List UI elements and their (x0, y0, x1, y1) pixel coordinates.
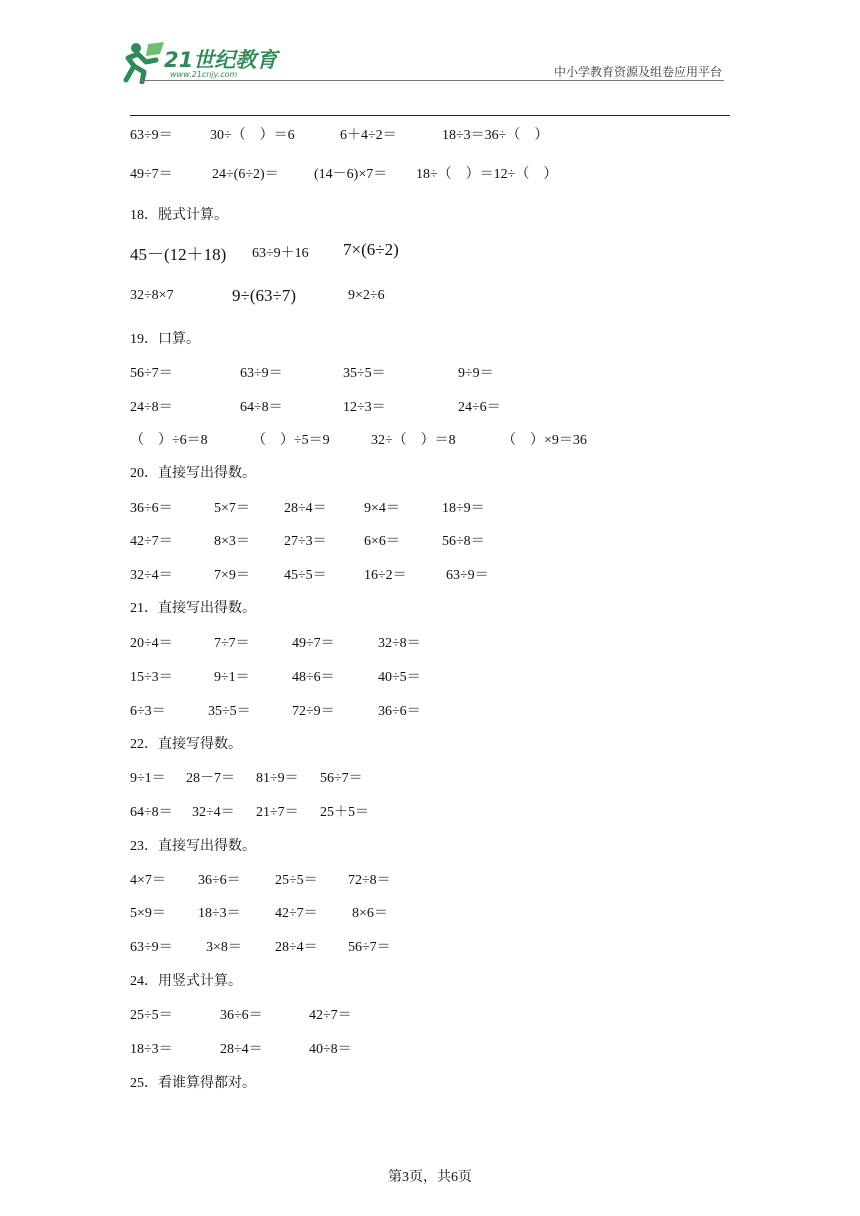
problem: 42÷7＝ (275, 906, 318, 921)
problem: 9×4＝ (364, 501, 400, 516)
question-23-heading: 23．直接写出得数。 (130, 839, 256, 854)
problem: 40÷5＝ (378, 670, 421, 685)
problem: 18÷3＝36÷（ ） (442, 128, 549, 143)
problem: 63÷9＋16 (252, 246, 309, 261)
problem: 36÷6＝ (130, 501, 173, 516)
header-divider (140, 80, 724, 81)
question-22-heading: 22．直接写得数。 (130, 737, 242, 752)
problem: 9÷1＝ (214, 670, 250, 685)
problem: 49÷7＝ (292, 636, 335, 651)
problem: 32÷8×7 (130, 288, 174, 303)
problem: 35÷5＝ (343, 366, 386, 381)
problem: 7×(6÷2) (343, 240, 399, 259)
problem: 21÷7＝ (256, 805, 299, 820)
problem: (14－6)×7＝ (314, 167, 388, 182)
problem: 35÷5＝ (208, 704, 251, 719)
question-25-heading: 25．看谁算得都对。 (130, 1076, 256, 1091)
problem: （ ）÷6＝8 (130, 433, 208, 448)
problem: 12÷3＝ (343, 400, 386, 415)
problem: 63÷9＝ (130, 128, 173, 143)
problem: 24÷(6÷2)＝ (212, 167, 279, 182)
logo-text: 21世纪教育 (164, 48, 278, 72)
problem: 6×6＝ (364, 534, 400, 549)
problem: 18÷（ ）＝12÷（ ） (416, 167, 558, 182)
problem: 28÷4＝ (284, 501, 327, 516)
site-title: 中小学教育资源及组卷应用平台 (553, 65, 722, 79)
header-rule (130, 115, 730, 116)
problem: （ ）÷5＝9 (252, 433, 330, 448)
problem: 24÷6＝ (458, 400, 501, 415)
problem: 15÷3＝ (130, 670, 173, 685)
question-18-heading: 18．脱式计算。 (130, 208, 228, 223)
problem: 72÷9＝ (292, 704, 335, 719)
problem: 42÷7＝ (130, 534, 173, 549)
site-logo (116, 40, 286, 84)
problem: 56÷7＝ (130, 366, 173, 381)
problem: 36÷6＝ (220, 1008, 263, 1023)
problem: 18÷3＝ (130, 1042, 173, 1057)
problem: 63÷9＝ (240, 366, 283, 381)
problem: 7÷7＝ (214, 636, 250, 651)
problem: 45－(12＋18) (130, 245, 227, 264)
question-21-heading: 21．直接写出得数。 (130, 601, 256, 616)
problem: 3×8＝ (206, 940, 242, 955)
problem: 63÷9＝ (446, 568, 489, 583)
question-24-heading: 24．用竖式计算。 (130, 974, 242, 989)
problem: 9÷1＝ (130, 771, 166, 786)
page-header (0, 0, 860, 120)
problem: 64÷8＝ (240, 400, 283, 415)
problem: 7×9＝ (214, 568, 250, 583)
problem: 6＋4÷2＝ (340, 128, 397, 143)
problem: 56÷7＝ (320, 771, 363, 786)
problem: 81÷9＝ (256, 771, 299, 786)
problem: 36÷6＝ (378, 704, 421, 719)
problem: 16÷2＝ (364, 568, 407, 583)
problem: 32÷8＝ (378, 636, 421, 651)
problem: 63÷9＝ (130, 940, 173, 955)
problem: 5×7＝ (214, 501, 250, 516)
problem: 72÷8＝ (348, 873, 391, 888)
problem: （ ）×9＝36 (502, 433, 587, 448)
problem: 4×7＝ (130, 873, 166, 888)
problem: 5×9＝ (130, 906, 166, 921)
problem: 25＋5＝ (320, 805, 369, 820)
question-19-heading: 19．口算。 (130, 332, 200, 347)
problem: 9÷(63÷7) (232, 286, 296, 305)
problem: 30÷（ ）＝6 (210, 128, 295, 143)
problem: 36÷6＝ (198, 873, 241, 888)
problem: 9÷9＝ (458, 366, 494, 381)
problem: 42÷7＝ (309, 1008, 352, 1023)
problem: 8×3＝ (214, 534, 250, 549)
problem: 32÷4＝ (130, 568, 173, 583)
problem: 24÷8＝ (130, 400, 173, 415)
problem: 64÷8＝ (130, 805, 173, 820)
problem: 28÷4＝ (220, 1042, 263, 1057)
problem: 49÷7＝ (130, 167, 173, 182)
problem: 40÷8＝ (309, 1042, 352, 1057)
problem: 9×2÷6 (348, 288, 385, 303)
problem: 18÷9＝ (442, 501, 485, 516)
problem: 45÷5＝ (284, 568, 327, 583)
problem: 20÷4＝ (130, 636, 173, 651)
question-20-heading: 20．直接写出得数。 (130, 466, 256, 481)
problem: 6÷3＝ (130, 704, 166, 719)
problem: 28÷4＝ (275, 940, 318, 955)
problem: 25÷5＝ (130, 1008, 173, 1023)
logo-subtext: www.21cnjy.com (170, 70, 238, 79)
problem: 32÷（ ）＝8 (371, 433, 456, 448)
problem: 28－7＝ (186, 771, 235, 786)
problem: 8×6＝ (352, 906, 388, 921)
problem: 32÷4＝ (192, 805, 235, 820)
problem: 25÷5＝ (275, 873, 318, 888)
problem: 18÷3＝ (198, 906, 241, 921)
runner-logo-icon (116, 40, 168, 84)
problem: 48÷6＝ (292, 670, 335, 685)
page-number: 第3页，共6页 (388, 1170, 472, 1185)
problem: 56÷8＝ (442, 534, 485, 549)
problem: 56÷7＝ (348, 940, 391, 955)
problem: 27÷3＝ (284, 534, 327, 549)
